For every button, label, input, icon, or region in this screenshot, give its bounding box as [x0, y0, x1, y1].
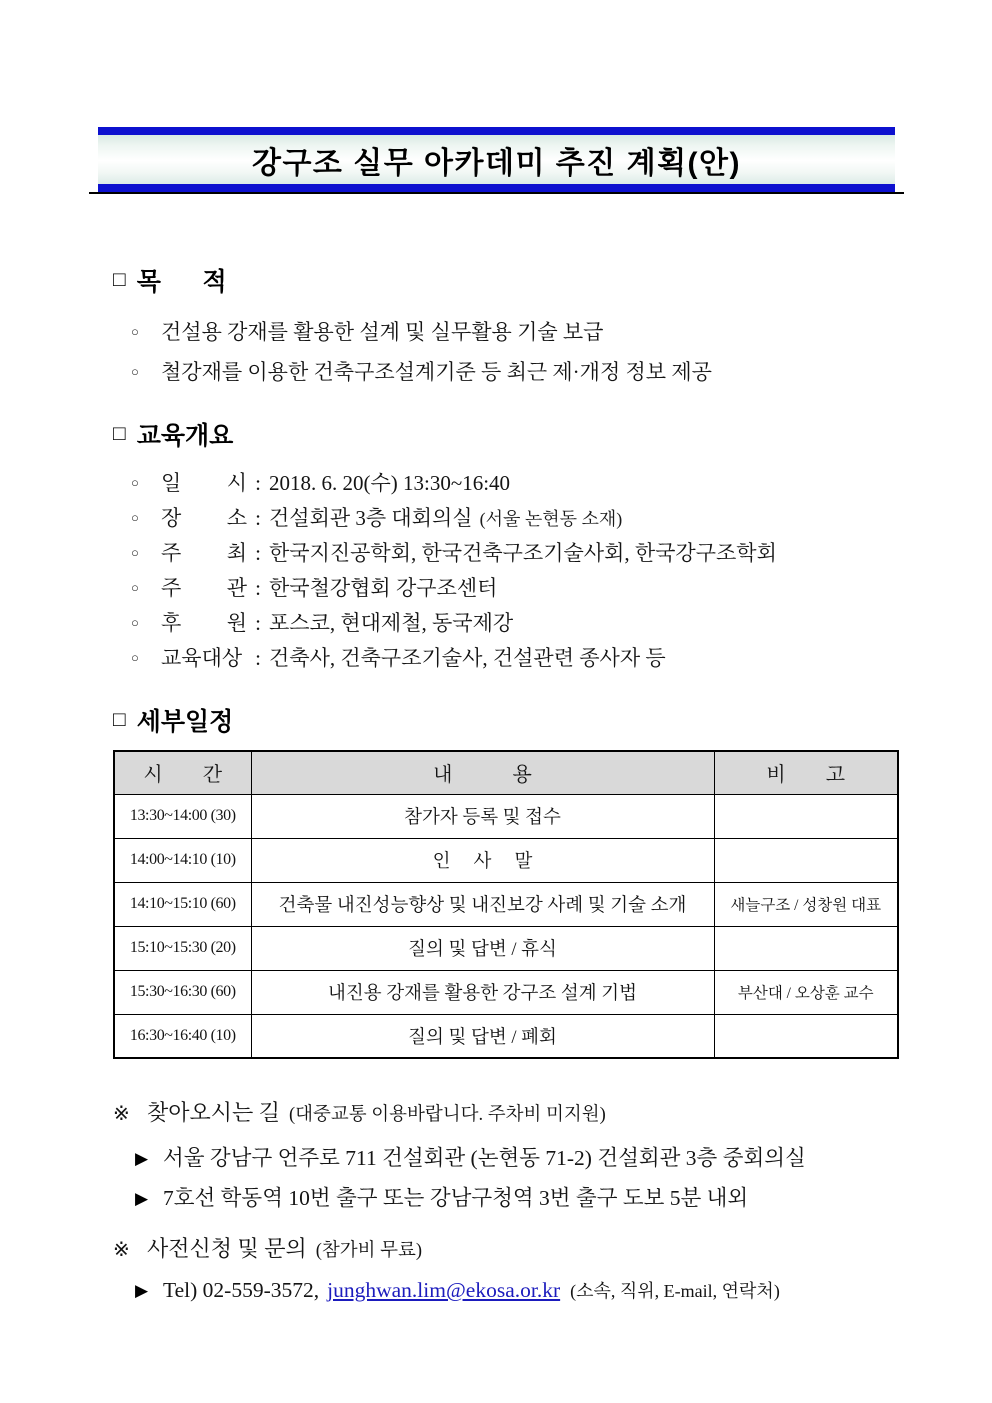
header-cell-remark: 비 고 [714, 751, 898, 794]
section-overview [113, 416, 777, 677]
purpose-bullet [131, 316, 712, 356]
table-row [114, 1014, 898, 1058]
item-label: 후 원 [161, 611, 247, 635]
section-directions [113, 1096, 806, 1221]
time-cell: 13:30~14:00 (30) [114, 794, 251, 838]
reference-mark-icon: ※ [113, 1103, 130, 1125]
remark-cell: 새늘구조 / 성창원 대표 [714, 882, 898, 926]
purpose-bullet [131, 356, 712, 396]
item-colon: : [255, 576, 261, 600]
content-cell: 참가자 등록 및 접수 [251, 794, 714, 838]
item-colon: : [255, 646, 261, 670]
circle-bullet-icon: ○ [131, 650, 139, 665]
overview-item-audience [131, 642, 777, 677]
banner-body [98, 135, 895, 184]
item-value: 2018. 6. 20(수) 13:30~16:40 [269, 471, 511, 495]
item-label: 주 관 [161, 576, 247, 600]
circle-bullet-icon: ○ [131, 324, 139, 339]
direction-item-text: 7호선 학동역 10번 출구 또는 강남구청역 3번 출구 도보 5분 내외 [163, 1186, 749, 1210]
contact-line [135, 1277, 780, 1317]
banner-top-bar [98, 127, 895, 135]
item-colon: : [255, 471, 261, 495]
square-bullet-icon: □ [113, 267, 126, 291]
item-label: 장 소 [161, 506, 247, 530]
direction-item-text: 서울 강남구 언주로 711 건설회관 (논현동 71-2) 건설회관 3층 중회의실 [163, 1146, 806, 1170]
remark-cell [714, 838, 898, 882]
item-label: 교육대상 [161, 646, 243, 670]
item-note: (서울 논현동 소재) [479, 509, 623, 529]
table-header-row [114, 751, 898, 794]
square-bullet-icon: □ [113, 421, 126, 445]
purpose-bullet-text: 철강재를 이용한 건축구조설계기준 등 최근 제·개정 정보 제공 [161, 360, 712, 384]
item-colon: : [255, 611, 261, 635]
item-value: 건축사, 건축구조기술사, 건설관련 종사자 등 [269, 646, 666, 670]
content-cell: 질의 및 답변 / 휴식 [251, 926, 714, 970]
schedule-table [113, 750, 899, 1059]
item-value: 한국철강협회 강구조센터 [269, 576, 498, 600]
purpose-bullet-text: 건설용 강재를 활용한 설계 및 실무활용 기술 보급 [161, 320, 604, 344]
item-value: 건설회관 3층 대회의실 [269, 506, 473, 530]
purpose-heading [113, 262, 712, 298]
contact-note: (소속, 직위, E-mail, 연락처) [570, 1281, 780, 1301]
item-label: 일 시 [161, 471, 247, 495]
table-row [114, 926, 898, 970]
contact-phone: Tel) 02-559-3572, [163, 1278, 320, 1302]
schedule-heading [113, 702, 233, 738]
content-cell: 내진용 강재를 활용한 강구조 설계 기법 [251, 970, 714, 1014]
schedule-table-wrap [113, 750, 899, 1059]
item-colon: : [255, 506, 261, 530]
time-cell: 14:00~14:10 (10) [114, 838, 251, 882]
registration-heading-label: 사전신청 및 문의 [147, 1236, 307, 1261]
overview-heading-label: 교육개요 [136, 422, 234, 450]
circle-bullet-icon: ○ [131, 475, 139, 490]
overview-item-place [131, 502, 777, 537]
section-schedule [113, 702, 233, 738]
directions-heading-label: 찾아오시는 길 [147, 1100, 281, 1125]
overview-heading [113, 416, 777, 452]
remark-cell [714, 926, 898, 970]
remark-cell: 부산대 / 오상훈 교수 [714, 970, 898, 1014]
remark-cell [714, 794, 898, 838]
overview-item-organizer [131, 572, 777, 607]
banner-bottom-bar [98, 184, 895, 192]
time-cell: 14:10~15:10 (60) [114, 882, 251, 926]
item-value: 한국지진공학회, 한국건축구조기술사회, 한국강구조학회 [269, 541, 777, 565]
section-registration [113, 1232, 780, 1317]
schedule-heading-label: 세부일정 [136, 708, 234, 736]
circle-bullet-icon: ○ [131, 364, 139, 379]
item-value: 포스코, 현대제철, 동국제강 [269, 611, 514, 635]
triangle-bullet-icon: ▶ [135, 1189, 149, 1208]
content-cell: 인 사 말 [251, 838, 714, 882]
circle-bullet-icon: ○ [131, 580, 139, 595]
content-cell: 건축물 내진성능향상 및 내진보강 사례 및 기술 소개 [251, 882, 714, 926]
reference-mark-icon: ※ [113, 1239, 130, 1261]
remark-cell [714, 1014, 898, 1058]
table-row [114, 794, 898, 838]
registration-note: (참가비 무료) [315, 1241, 423, 1261]
circle-bullet-icon: ○ [131, 510, 139, 525]
direction-item [135, 1141, 806, 1181]
table-row [114, 970, 898, 1014]
time-cell: 16:30~16:40 (10) [114, 1014, 251, 1058]
time-cell: 15:30~16:30 (60) [114, 970, 251, 1014]
registration-heading [113, 1232, 780, 1263]
overview-item-sponsor [131, 607, 777, 642]
title-banner [98, 127, 895, 194]
circle-bullet-icon: ○ [131, 545, 139, 560]
overview-item-host [131, 537, 777, 572]
triangle-bullet-icon: ▶ [135, 1149, 149, 1168]
direction-item [135, 1181, 806, 1221]
table-row [114, 838, 898, 882]
time-cell: 15:10~15:30 (20) [114, 926, 251, 970]
table-row [114, 882, 898, 926]
item-label: 주 최 [161, 541, 247, 565]
email-link[interactable]: junghwan.lim@ekosa.or.kr [327, 1278, 561, 1302]
page-title: 강구조 실무 아카데미 추진 계획(안) [251, 146, 742, 180]
directions-note: (대중교통 이용바랍니다. 주차비 미지원) [289, 1105, 606, 1125]
header-cell-time: 시 간 [114, 751, 251, 794]
section-purpose [113, 262, 712, 396]
circle-bullet-icon: ○ [131, 615, 139, 630]
directions-heading [113, 1096, 806, 1127]
square-bullet-icon: □ [113, 707, 126, 731]
banner-underline [89, 192, 904, 194]
overview-item-datetime [131, 467, 777, 502]
purpose-heading-label: 목 적 [136, 268, 227, 296]
content-cell: 질의 및 답변 / 폐회 [251, 1014, 714, 1058]
triangle-bullet-icon: ▶ [135, 1281, 149, 1300]
header-cell-content: 내 용 [251, 751, 714, 794]
item-colon: : [255, 541, 261, 565]
